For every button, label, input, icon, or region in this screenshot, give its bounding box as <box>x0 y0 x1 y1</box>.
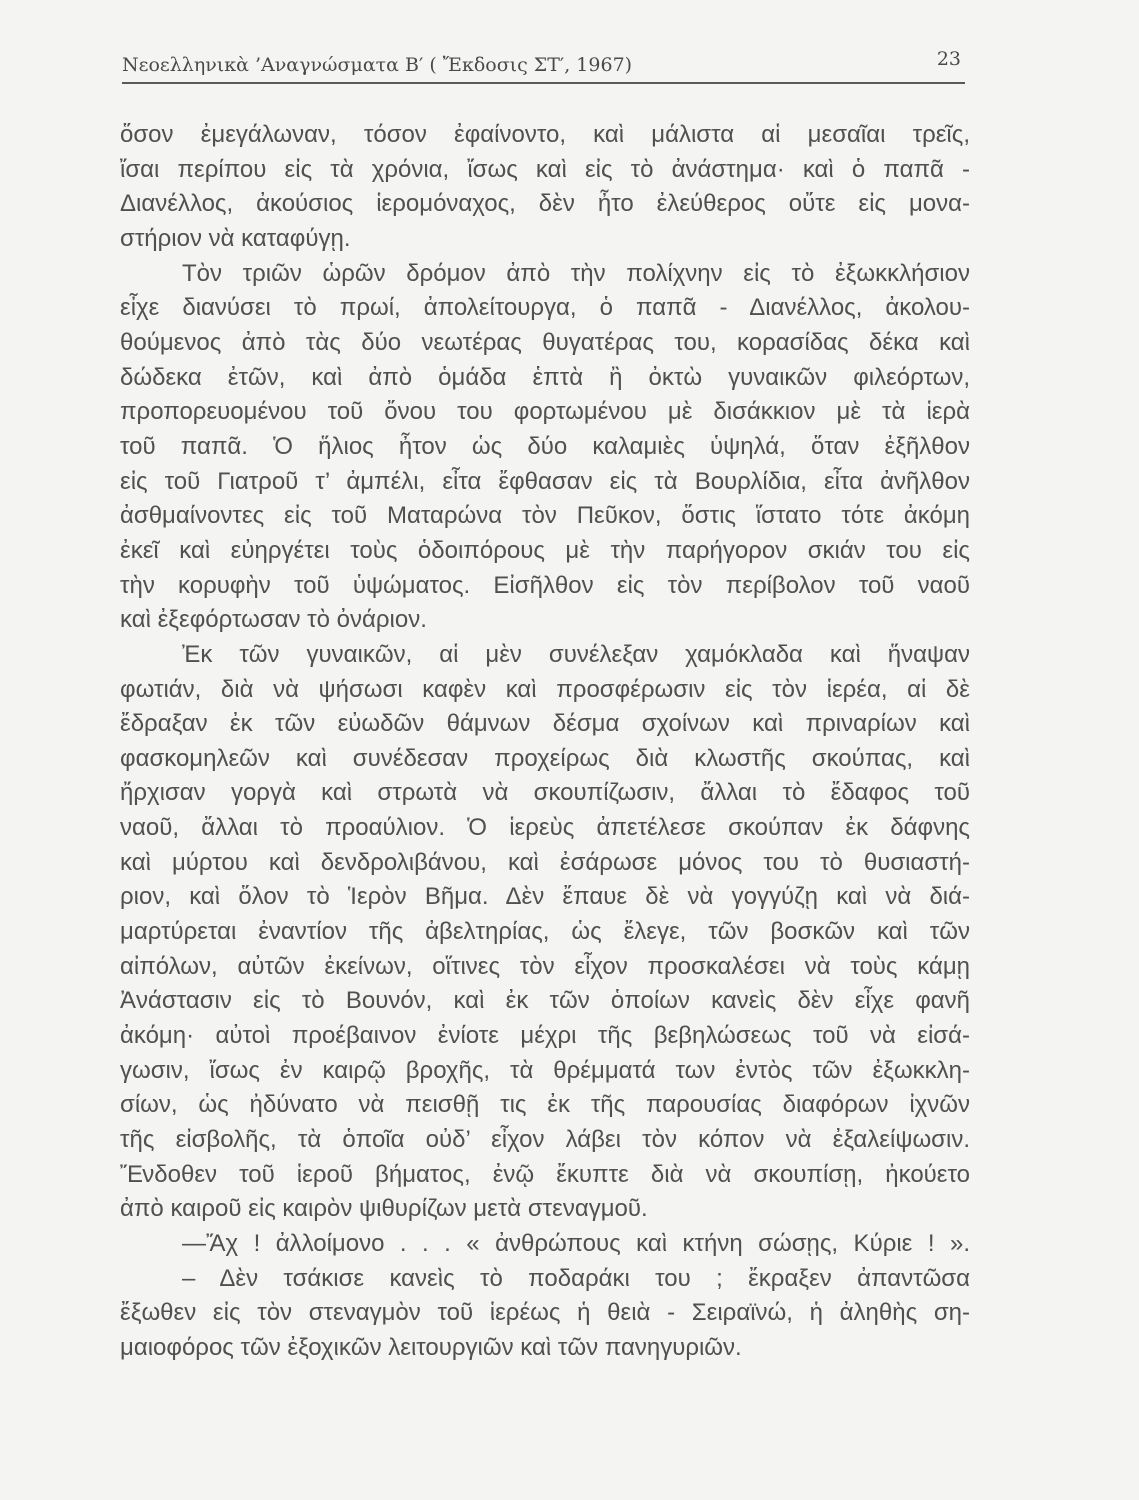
text-line: τὴν κορυφὴν τοῦ ὑψώματος. Εἰσῆλθον εἰς τὸν περίβολον τοῦ ναοῦ <box>120 571 970 599</box>
text-line: ἀκόμη· αὐτοὶ προέβαινον ἐνίοτε μέχρι τῆς βεβηλώσεως τοῦ νὰ εἰσά- <box>120 1022 970 1050</box>
header-rule <box>122 82 965 84</box>
text-line: ἔδραξαν ἐκ τῶν εὐωδῶν θάμνων δέσμα σχοίνων καὶ πριναρίων καὶ <box>120 710 970 738</box>
text-line: καὶ μύρτου καὶ δενδρολιβάνου, καὶ ἐσάρωσε μόνος του τὸ θυσιαστή- <box>120 848 970 876</box>
text-line: γωσιν, ἴσως ἐν καιρῷ βροχῆς, τὰ θρέμματά των ἐντὸς τῶν ἐξωκκλη- <box>120 1056 970 1084</box>
text-line: ναοῦ, ἄλλαι τὸ προαύλιον. Ὁ ἱερεὺς ἀπετέλεσε σκούπαν ἐκ δάφνης <box>120 814 970 842</box>
body-text <box>120 118 970 1366</box>
text-line: ἤρχισαν γοργὰ καὶ στρωτὰ νὰ σκουπίζωσιν, ἄλλαι τὸ ἔδαφος τοῦ <box>120 779 970 807</box>
text-line: καὶ ἐξεφόρτωσαν τὸ ὀνάριον. <box>120 606 427 634</box>
header-title: Νεοελληνικὰ ’Αναγνώσματα Β′ ( Ἔκδοσις ΣΤ′, 1967) <box>122 54 633 76</box>
text-line: Ἐκ τῶν γυναικῶν, αἱ μὲν συνέλεξαν χαμόκλαδα καὶ ἥναψαν <box>182 640 970 668</box>
text-line: ἀπὸ καιροῦ εἰς καιρὸν ψιθυρίζων μετὰ στεναγμοῦ. <box>120 1195 648 1223</box>
text-line: θούμενος ἀπὸ τὰς δύο νεωτέρας θυγατέρας του, κορασίδας δέκα καὶ <box>120 328 970 356</box>
running-header <box>122 46 965 80</box>
text-line: ὅσον ἐμεγάλωναν, τόσον ἐφαίνοντο, καὶ μάλιστα αἱ μεσαῖαι τρεῖς, <box>120 121 970 148</box>
text-line: Τὸν τριῶν ὡρῶν δρόμον ἀπὸ τὴν πολίχνην εἰς τὸ ἐξωκκλήσιον <box>182 259 970 287</box>
text-line: —Ἄχ ! ἀλλοίμονο . . . « ἀνθρώπους καὶ κτήνη σώσῃς, Κύριε ! ». <box>182 1230 970 1257</box>
text-line: τῆς εἰσβολῆς, τὰ ὁποῖα οὐδ’ εἶχον λάβει τὸν κόπον νὰ ἐξαλείψωσιν. <box>120 1126 970 1154</box>
text-line: σίων, ὡς ἠδύνατο νὰ πεισθῇ τις ἐκ τῆς παρουσίας διαφόρων ἰχνῶν <box>120 1091 970 1119</box>
text-line: ἐκεῖ καὶ εὐηργέτει τοὺς ὁδοιπόρους μὲ τὴν παρήγορον σκιάν του εἰς <box>120 536 970 564</box>
text-line: μαρτύρεται ἐναντίον τῆς ἀβελτηρίας, ὡς ἔλεγε, τῶν βοσκῶν καὶ τῶν <box>120 918 970 946</box>
text-line: ἀσθμαίνοντες εἰς τοῦ Ματαρώνα τὸν Πεῦκον, ὅστις ἵστατο τότε ἀκόμη <box>120 502 970 530</box>
text-line: ριον, καὶ ὅλον τὸ Ἱερὸν Βῆμα. Δὲν ἔπαυε δὲ νὰ γογγύζῃ καὶ νὰ διά- <box>120 883 970 911</box>
text-line: αἰπόλων, αὐτῶν ἐκείνων, οἵτινες τὸν εἶχον προσκαλέσει νὰ τοὺς κάμῃ <box>120 952 970 980</box>
text-line: – Δὲν τσάκισε κανεὶς τὸ ποδαράκι του ; ἔκραξεν ἀπαντῶσα <box>182 1264 970 1292</box>
text-line: στήριον νὰ καταφύγῃ. <box>120 224 351 252</box>
text-line: εἶχε διανύσει τὸ πρωί, ἀπολείτουργα, ὁ παπᾶ - Διανέλλος, ἀκολου- <box>120 294 970 322</box>
text-line: Ἔνδοθεν τοῦ ἱεροῦ βήματος, ἐνῷ ἔκυπτε διὰ νὰ σκουπίσῃ, ἠκούετο <box>120 1160 970 1188</box>
text-line: ἴσαι περίπου εἰς τὰ χρόνια, ἴσως καὶ εἰς τὸ ἀνάστημα· καὶ ὁ παπᾶ - <box>120 155 970 183</box>
text-line: φασκομηλεῶν καὶ συνέδεσαν προχείρως διὰ κλωστῆς σκούπας, καὶ <box>120 744 970 772</box>
text-line: Διανέλλος, ἀκούσιος ἱερομόναχος, δὲν ἦτο ἐλεύθερος οὔτε εἰς μονα- <box>120 190 970 218</box>
text-line: εἰς τοῦ Γιατροῦ τ’ ἀμπέλι, εἶτα ἔφθασαν εἰς τὰ Βουρλίδια, εἶτα ἀνῆλθον <box>120 467 970 495</box>
text-line: μαιοφόρος τῶν ἐξοχικῶν λειτουργιῶν καὶ τῶν πανηγυριῶν. <box>120 1333 742 1361</box>
text-line: προπορευομένου τοῦ ὄνου του φορτωμένου μὲ δισάκκιον μὲ τὰ ἱερὰ <box>120 398 970 426</box>
text-line: Ἀνάστασιν εἰς τὸ Βουνόν, καὶ ἐκ τῶν ὁποίων κανεὶς δὲν εἶχε φανῆ <box>120 987 970 1015</box>
text-line: φωτιάν, διὰ νὰ ψήσωσι καφὲν καὶ προσφέρωσιν εἰς τὸν ἱερέα, αἱ δὲ <box>120 675 970 703</box>
page-number: 23 <box>936 48 961 70</box>
text-line: ἔξωθεν εἰς τὸν στεναγμὸν τοῦ ἱερέως ἡ θειὰ - Σειραϊνώ, ἡ ἀληθὴς ση- <box>120 1299 970 1327</box>
text-line: δώδεκα ἐτῶν, καὶ ἀπὸ ὁμάδα ἑπτὰ ἢ ὀκτὼ γυναικῶν φιλεόρτων, <box>120 363 970 391</box>
text-line: τοῦ παπᾶ. Ὁ ἥλιος ἦτον ὡς δύο καλαμιὲς ὑψηλά, ὅταν ἐξῆλθον <box>120 432 970 460</box>
